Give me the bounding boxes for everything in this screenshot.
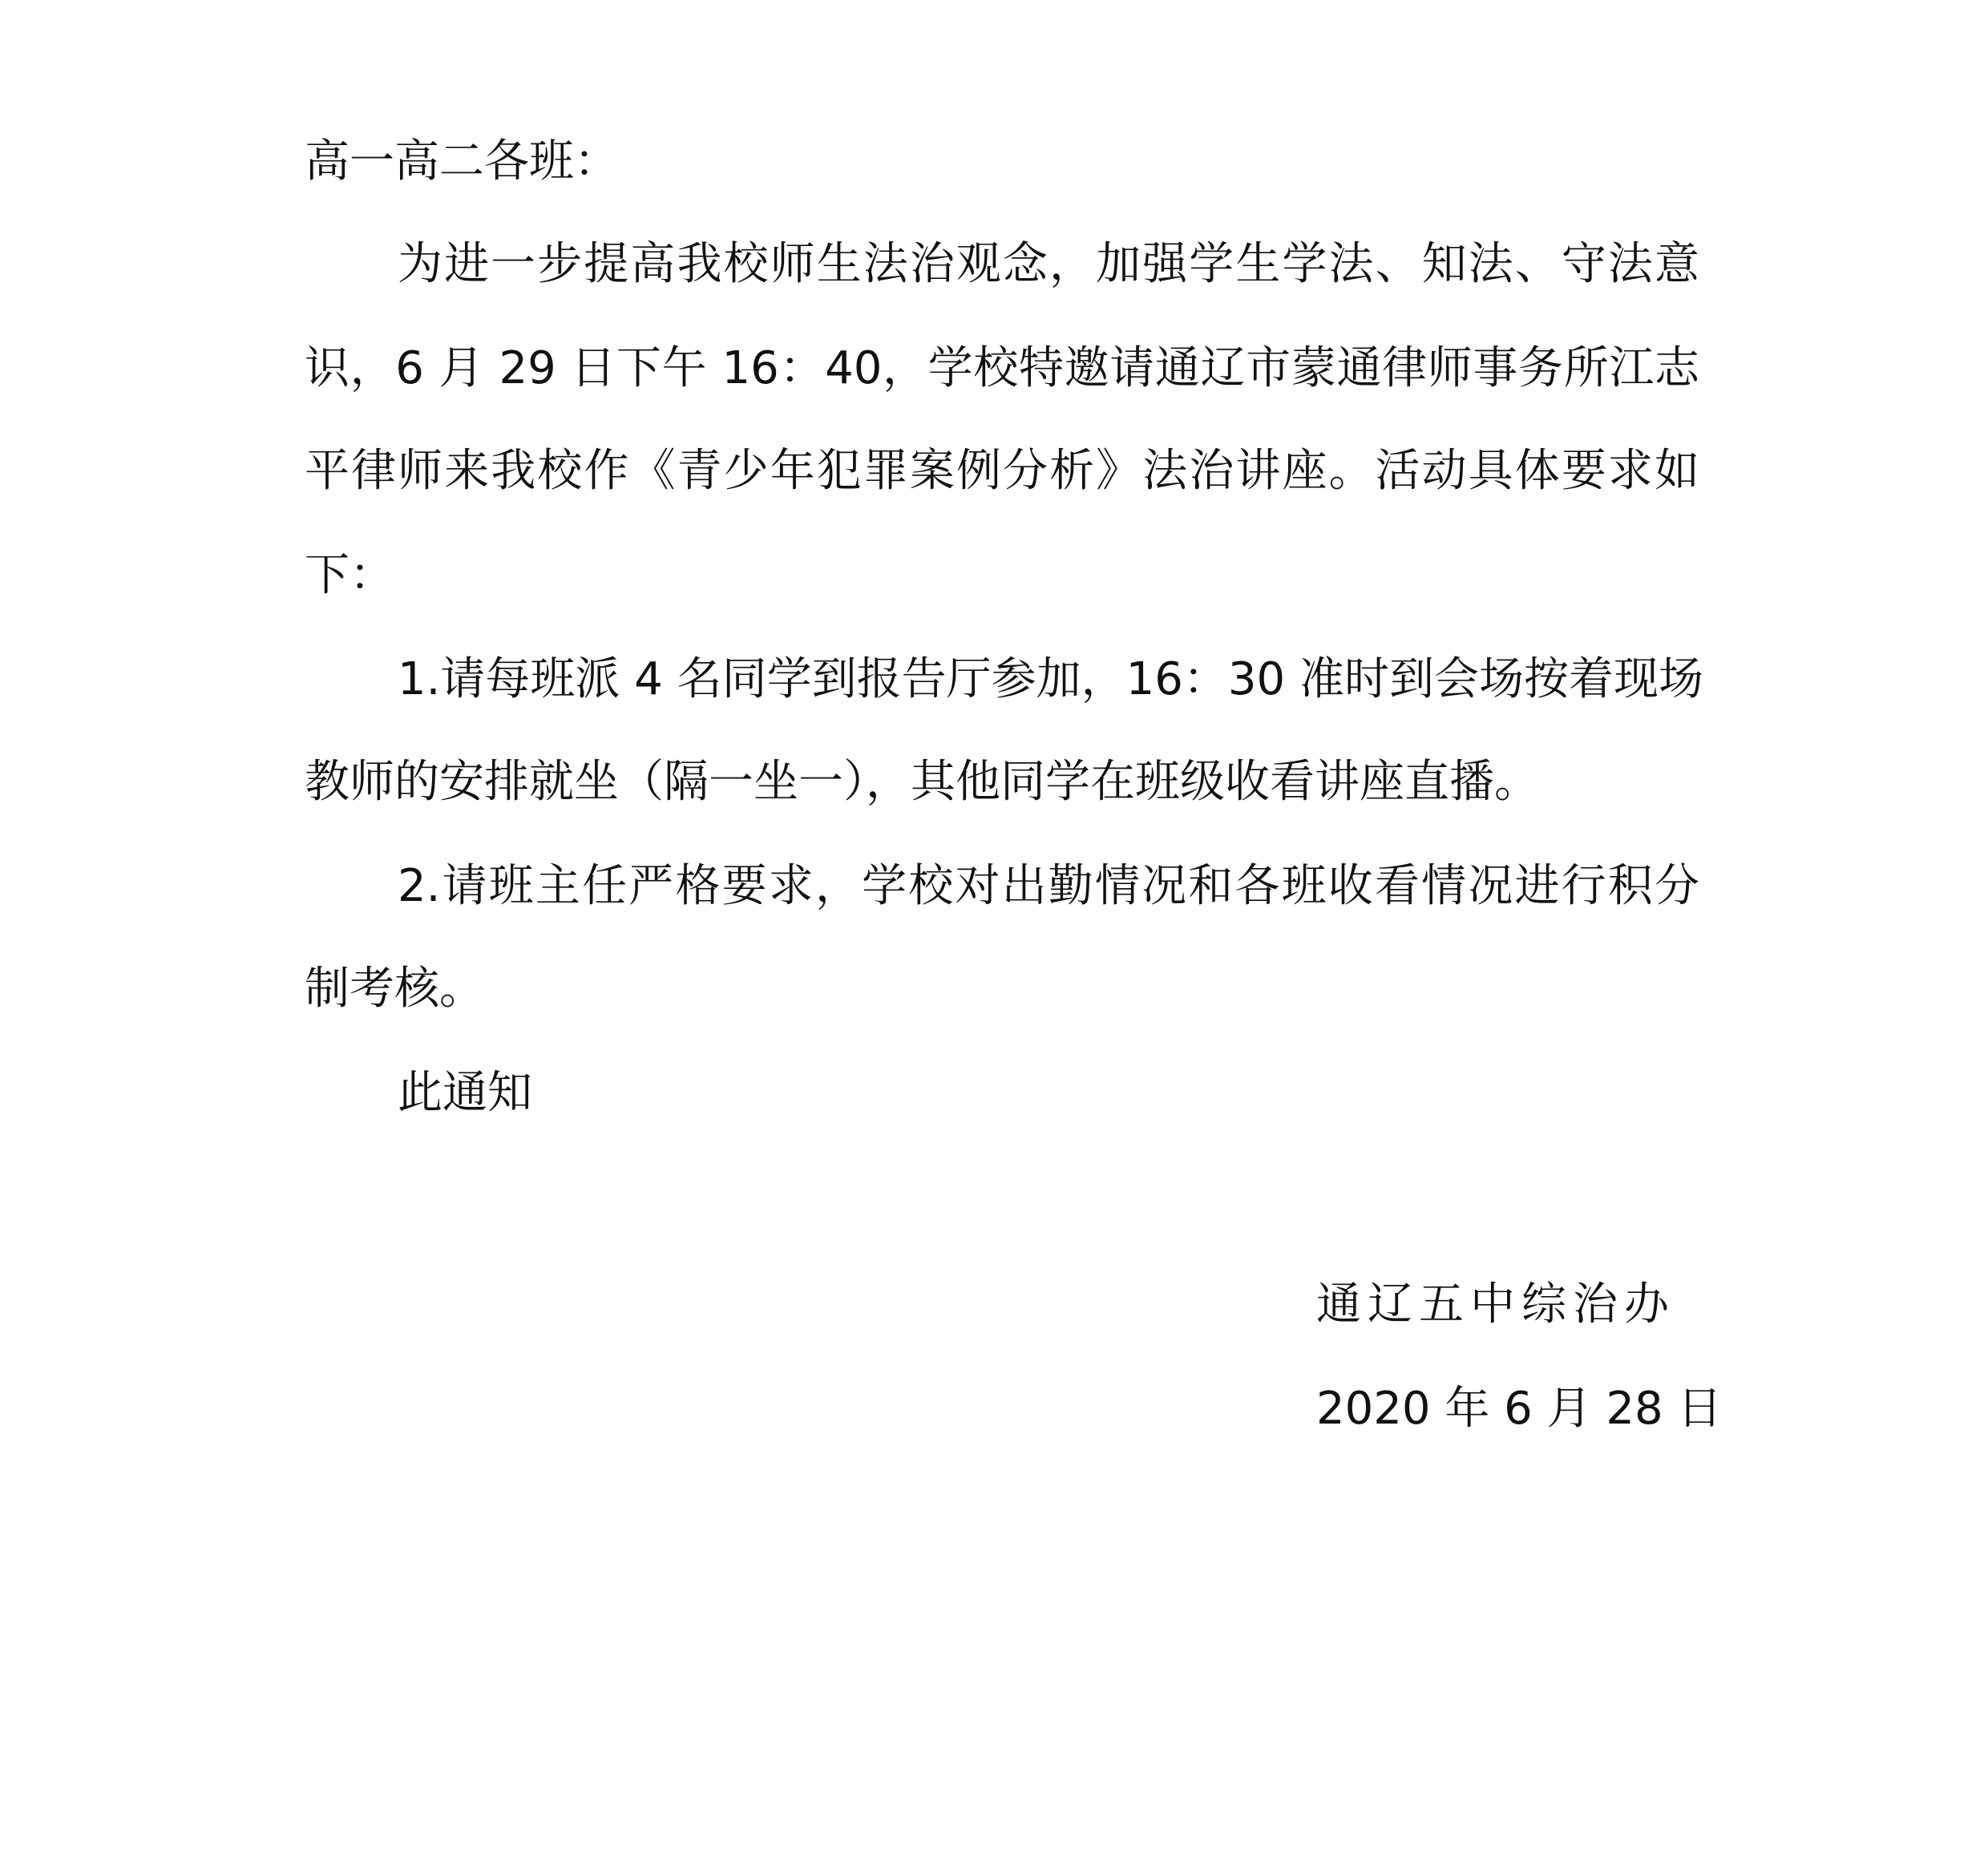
issue-date: 2020 年 6 月 28 日 [1316,1383,1723,1435]
paragraph-1-line-2: 识，6 月 29 日下午 16：40，学校特邀请通辽市蒙通律师事务所江志 [305,342,1699,394]
paragraph-1-line-3: 平律师来我校作《青少年犯罪案例分析》法治讲座。活动具体要求如 [305,445,1699,497]
salutation: 高一高二各班： [305,135,619,188]
paragraph-2-line-2: 教师的安排就坐（隔一坐一），其他同学在班级收看讲座直播。 [305,756,1539,808]
paragraph-1-line-4: 下： [305,549,394,601]
signature: 通辽五中综治办 [1316,1278,1675,1331]
paragraph-1-line-1: 为进一步提高我校师生法治观念，加强学生学法、知法、守法意 [398,238,1699,290]
paragraph-3-line-2: 制考核。 [305,963,484,1015]
paragraph-3-line-1: 2.请班主任严格要求，学校对出勤情况和各班收看情况进行积分 [398,860,1699,912]
paragraph-2-line-1: 1.请每班派 4 名同学到报告厅参加，16：30 准时到会场按着现场 [398,653,1703,705]
closing-text: 此通知 [398,1067,532,1119]
